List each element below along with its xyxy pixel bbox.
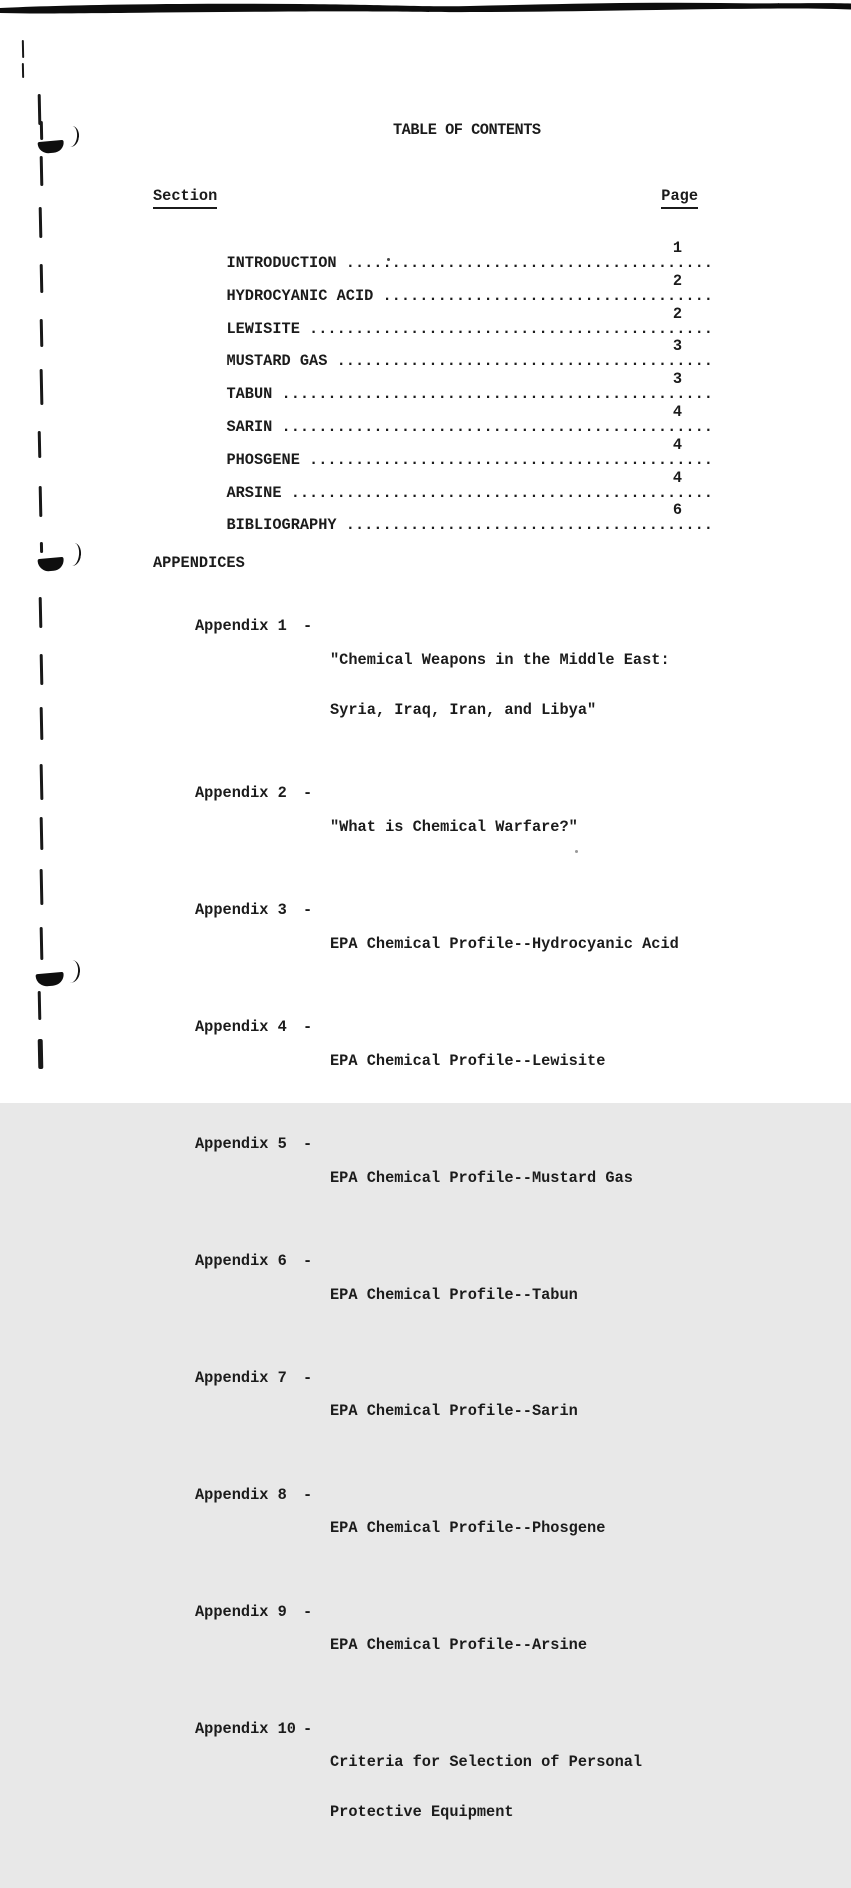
- toc-list: [153, 239, 713, 536]
- appendices-heading: APPENDICES: [153, 554, 245, 572]
- scan-mark: [38, 991, 42, 1020]
- appendix-description-line: EPA Chemical Profile--Tabun: [330, 1285, 578, 1304]
- column-headers: [153, 187, 698, 209]
- toc-entry-page-number: 6: [672, 501, 682, 520]
- toc-entry-hydrocyanic-acid: [153, 271, 713, 307]
- appendix-description-line: EPA Chemical Profile--Mustard Gas: [330, 1168, 633, 1187]
- appendix-description: [330, 785, 698, 869]
- scan-mark: [40, 121, 43, 140]
- appendix-label: Appendix 1: [195, 617, 287, 636]
- scan-mark: [40, 264, 44, 293]
- scan-mark: [40, 869, 44, 905]
- appendix-description: [330, 902, 698, 986]
- appendix-label: Appendix 4: [195, 1018, 287, 1037]
- appendix-description-line: Syria, Iraq, Iran, and Libya": [330, 700, 597, 719]
- appendix-entry-5: [195, 1136, 698, 1220]
- toc-entry-tabun: [153, 370, 713, 405]
- toc-entry-label: MUSTARD GAS: [226, 352, 328, 371]
- appendix-dash: -: [303, 1369, 313, 1388]
- appendix-entry-6: [195, 1253, 698, 1337]
- appendix-description: [330, 1487, 698, 1571]
- appendix-description-line: "Chemical Weapons in the Middle East:: [330, 650, 670, 669]
- toc-dot-leader: ........................................: [336, 516, 713, 535]
- scan-mark: [38, 1039, 44, 1069]
- toc-dot-leader: ...............................................: [272, 417, 713, 436]
- scan-mark: [38, 431, 42, 458]
- appendix-dash: -: [303, 1252, 313, 1271]
- appendix-description: [330, 1019, 698, 1103]
- toc-entry-page-number: 3: [672, 337, 682, 356]
- section-column-header: Section: [153, 187, 217, 209]
- page-column-header: Page: [661, 187, 698, 209]
- appendix-label: Appendix 7: [195, 1369, 287, 1388]
- document-content: [153, 0, 713, 1822]
- appendix-description: [330, 1721, 698, 1855]
- appendix-entry-8: [195, 1487, 698, 1571]
- toc-entry-page-number: 3: [672, 370, 682, 389]
- toc-entry-sarin: [153, 402, 713, 438]
- appendix-description: [330, 1253, 698, 1337]
- appendix-description-line: EPA Chemical Profile--Lewisite: [330, 1051, 606, 1070]
- toc-dot-leader: ....................................: [373, 286, 713, 305]
- appendix-description-line: "What is Chemical Warfare?": [330, 817, 578, 836]
- toc-dot-leader: ...............................................: [272, 385, 713, 404]
- appendix-dash: -: [303, 1602, 313, 1621]
- scan-crescent-mark: [35, 972, 64, 987]
- toc-entry-phosgene: [153, 435, 713, 471]
- toc-dot-leader: ..............................................: [281, 483, 713, 502]
- appendix-dash: -: [303, 1018, 313, 1037]
- toc-entry-lewisite: [153, 304, 713, 340]
- toc-dot-leader: .........................................: [327, 352, 713, 371]
- toc-entry-label: BIBLIOGRAPHY: [226, 516, 337, 535]
- toc-entry-label: INTRODUCTION: [226, 254, 337, 272]
- appendix-description: [330, 1604, 698, 1688]
- scan-mark: [39, 486, 43, 517]
- toc-entry-page-number: 4: [672, 402, 682, 421]
- scan-arc-mark: [64, 959, 81, 983]
- scan-mark: [40, 542, 43, 553]
- appendix-dash: -: [303, 617, 313, 636]
- scan-mark: [40, 927, 44, 960]
- appendix-list: [195, 585, 698, 1888]
- appendix-entry-2: [195, 785, 698, 869]
- scan-mark: [39, 207, 43, 238]
- toc-dot-leader: ........................................: [336, 254, 713, 272]
- scan-arc-mark: [65, 125, 80, 147]
- appendix-description: [330, 618, 698, 752]
- scan-crescent-mark: [38, 140, 65, 154]
- toc-entry-label: SARIN: [226, 417, 273, 436]
- scan-mark: [40, 764, 44, 800]
- appendix-entry-9: [195, 1604, 698, 1688]
- appendix-description-line: Protective Equipment: [330, 1803, 514, 1822]
- appendix-label: Appendix 8: [195, 1485, 287, 1504]
- toc-entry-label: LEWISITE: [226, 319, 300, 338]
- appendix-description-line: EPA Chemical Profile--Arsine: [330, 1636, 588, 1655]
- appendix-dash: -: [303, 1135, 313, 1154]
- appendix-label: Appendix 10: [195, 1719, 296, 1738]
- appendix-dash: -: [303, 1719, 313, 1738]
- toc-entry-mustard-gas: [153, 337, 713, 372]
- page-title: TABLE OF CONTENTS: [393, 121, 541, 139]
- scan-crescent-mark: [37, 557, 64, 572]
- appendix-label: Appendix 5: [195, 1135, 287, 1154]
- appendix-description-line: EPA Chemical Profile--Sarin: [330, 1402, 578, 1421]
- appendix-label: Appendix 3: [195, 901, 287, 920]
- appendix-label: Appendix 2: [195, 784, 287, 803]
- toc-entry-label: ARSINE: [226, 483, 282, 502]
- appendix-entry-7: [195, 1370, 698, 1454]
- appendix-entry-4: [195, 1019, 698, 1103]
- toc-entry-page-number: 2: [672, 304, 682, 323]
- appendix-label: Appendix 9: [195, 1602, 287, 1621]
- toc-entry-label: HYDROCYANIC ACID: [226, 286, 374, 305]
- appendix-description-line: EPA Chemical Profile--Phosgene: [330, 1519, 606, 1538]
- appendix-entry-1: [195, 618, 698, 752]
- appendix-description-line: EPA Chemical Profile--Hydrocyanic Acid: [330, 934, 679, 953]
- toc-entry-arsine: [153, 468, 713, 504]
- appendix-dash: -: [303, 1485, 313, 1504]
- appendix-description: [330, 1136, 698, 1220]
- scan-mark: [39, 597, 43, 628]
- toc-entry-label: TABUN: [226, 385, 273, 404]
- appendix-dash: -: [303, 901, 313, 920]
- scan-arc-mark: [67, 542, 82, 566]
- scan-mark: [40, 319, 44, 347]
- scan-mark: [22, 40, 24, 58]
- toc-dot-leader: ............................................: [299, 319, 713, 338]
- scan-mark: [22, 63, 24, 78]
- toc-entry-introduction: [153, 239, 713, 274]
- toc-entry-page-number: 2: [672, 271, 682, 290]
- appendix-entry-10: [195, 1721, 698, 1855]
- scan-mark: [40, 369, 44, 405]
- scan-mark: [40, 156, 44, 186]
- scan-mark: [40, 817, 44, 850]
- toc-entry-bibliography: [153, 501, 713, 536]
- scan-mark: [40, 654, 44, 685]
- appendix-dash: -: [303, 784, 313, 803]
- toc-entry-page-number: 4: [672, 468, 682, 487]
- toc-dot-leader: ............................................: [299, 450, 713, 469]
- scan-mark: [40, 707, 44, 740]
- toc-entry-page-number: 1: [672, 239, 682, 257]
- appendix-description: [330, 1370, 698, 1454]
- appendix-label: Appendix 6: [195, 1252, 287, 1271]
- toc-entry-label: PHOSGENE: [226, 450, 300, 469]
- appendix-entry-3: [195, 902, 698, 986]
- toc-entry-page-number: 4: [672, 435, 682, 454]
- appendix-description-line: Criteria for Selection of Personal: [330, 1753, 643, 1772]
